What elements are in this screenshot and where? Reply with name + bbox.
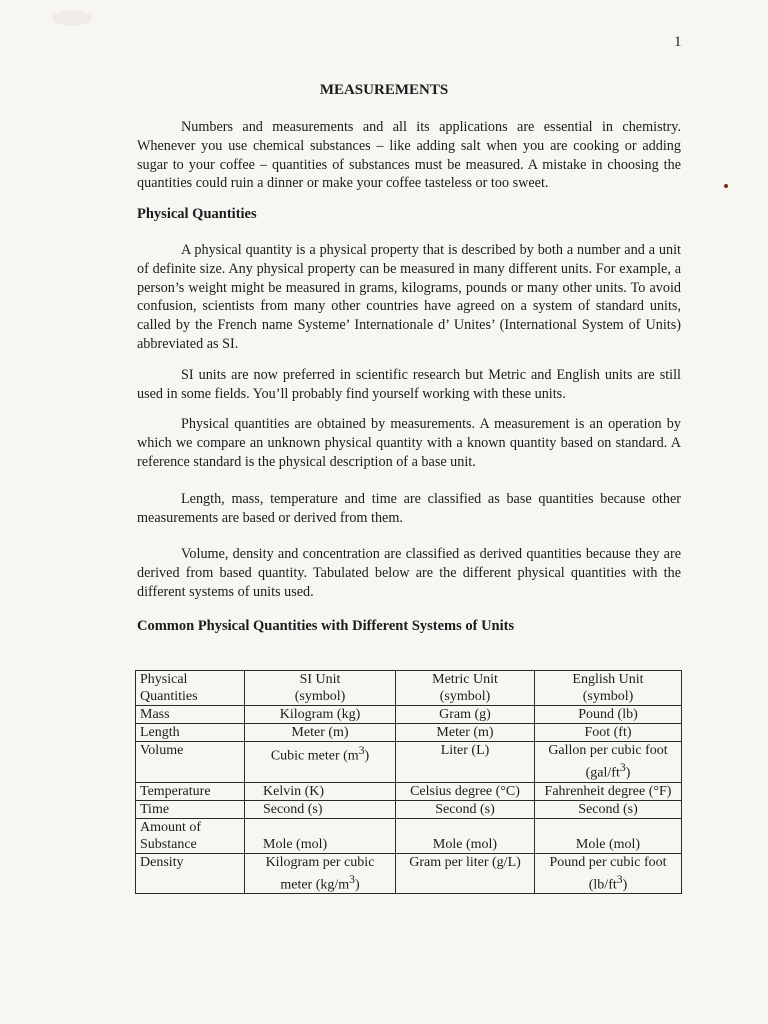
cell-si: Cubic meter $(m^3)$ [245,742,396,783]
cell-si: Kilogram per cubic meter $(kg/m^3)$ [245,853,396,894]
measurement-paragraph: Physical quantities are obtained by measurements. A measurement is an operation by which we compare an unknown physical quantity with a known quantity based on standard. A reference standard is the physical description of a base unit. [137,416,681,470]
cell-si: Kilogram (kg) [245,706,396,724]
physical-quantities-heading: Physical Quantities [137,206,257,222]
table-row [136,782,682,800]
si-units-paragraph: SI units are now preferred in scientific research but Metric and English units are still used in some fields. You’ll probably find yourself working with these units. [137,367,681,402]
table-row [136,853,682,894]
base-quantities-paragraph: Length, mass, temperature and time are classified as base quantities because other measurements are based or derived from them. [137,491,681,526]
derived-quantities-paragraph: Volume, density and concentration are classified as derived quantities because they are derived from based quantity. Tabulated below are the different physical quantities with the different systems of units used. [137,546,681,600]
cell-quantity: Length [136,724,245,742]
units-table [135,670,682,894]
table-title: Common Physical Quantities with Different Systems of Units [137,618,515,634]
cell-metric: Meter (m) [396,724,535,742]
table-header-row [136,671,682,706]
ink-speck [724,184,728,188]
cell-metric: Liter (L) [396,742,535,783]
page-number: 1 [674,34,682,50]
cell-si: Mole (mol) [245,818,396,853]
cell-si: Second (s) [245,800,396,818]
cell-metric: Second (s) [396,800,535,818]
cell-si: Kelvin (K) [245,782,396,800]
cell-metric: Gram (g) [396,706,535,724]
table-row [136,818,682,853]
cell-quantity: Mass [136,706,245,724]
cell-english: Fahrenheit degree (°F) [535,782,682,800]
table-row [136,724,682,742]
header-english-unit: English Unit (symbol) [535,671,682,706]
cell-english: Gallon per cubic foot $(gal/ft^3)$ [535,742,682,783]
cell-english: Mole (mol) [535,818,682,853]
cell-english: Pound per cubic foot $(lb/ft^3)$ [535,853,682,894]
page-title: MEASUREMENTS [319,82,449,98]
physical-quantity-paragraph: A physical quantity is a physical property that is described by both a number and a unit of definite size. Any physical property can be measured in many different units. For example, a person’s weight might be measured in grams, kilograms, pounds or many other units. To avoid confusion, scientists from many other countries have agreed on a system of standard units, called by the French name Systeme’ Internationale d’ Unites’ (International System of Units) abbreviated as SI. [137,242,681,352]
cell-english: Foot (ft) [535,724,682,742]
header-si-unit: SI Unit (symbol) [245,671,396,706]
table-row [136,800,682,818]
cell-english: Pound (lb) [535,706,682,724]
cell-si: Meter (m) [245,724,396,742]
table-row [136,706,682,724]
intro-paragraph: Numbers and measurements and all its applications are essential in chemistry. Whenever you use chemical substances – like adding salt when you are cooking or adding sugar to your coffee – quantities of substances must be measured. A mistake in choosing the quantities could ruin a dinner or make your coffee tasteless or too sweet. [137,119,681,192]
cell-metric: Mole (mol) [396,818,535,853]
header-physical-quantities: Physical Quantities [136,671,245,706]
scan-smudge [52,10,92,26]
cell-english: Second (s) [535,800,682,818]
cell-quantity: Amount of Substance [136,818,245,853]
cell-quantity: Volume [136,742,245,783]
cell-quantity: Density [136,853,245,894]
cell-metric: Celsius degree (°C) [396,782,535,800]
header-metric-unit: Metric Unit (symbol) [396,671,535,706]
cell-quantity: Time [136,800,245,818]
table-row [136,742,682,783]
cell-quantity: Temperature [136,782,245,800]
cell-metric: Gram per liter (g/L) [396,853,535,894]
